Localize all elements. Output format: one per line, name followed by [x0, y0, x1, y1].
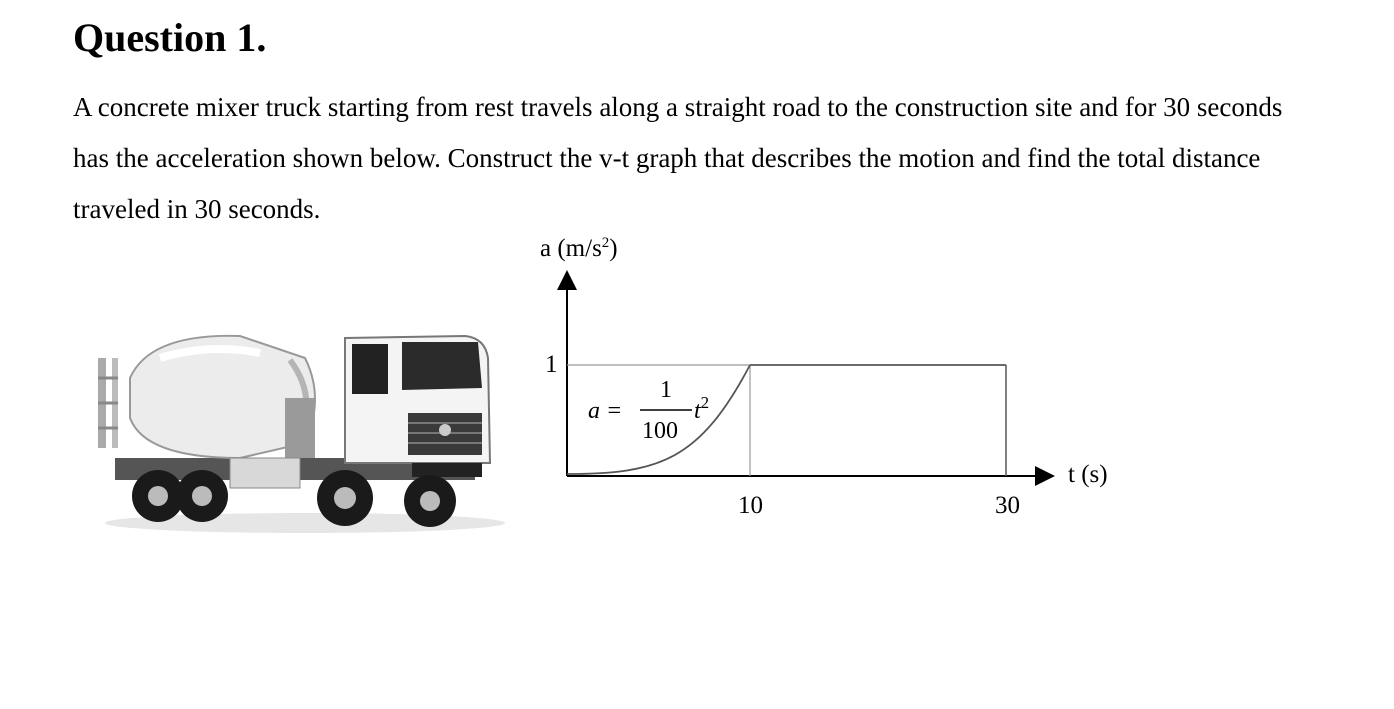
equation-lhs: a =	[588, 398, 623, 424]
x-tick-10: 10	[738, 492, 763, 519]
question-text: A concrete mixer truck starting from rest travels along a straight road to the construction site and for 30 seconds has the acceleration shown below. Construct the v-t graph that describes the motion and find the total distance traveled in 30 seconds.	[73, 92, 1283, 224]
x-tick-30: 30	[995, 492, 1020, 519]
x-axis-label: t (s)	[1068, 461, 1108, 488]
equation-denominator: 100	[642, 418, 678, 444]
y-tick-1: 1	[545, 351, 558, 378]
concrete-mixer-truck-image	[90, 318, 520, 538]
equation-numerator: 1	[660, 377, 672, 403]
acceleration-time-graph	[520, 230, 1140, 530]
equation-variable: $t^2$	[694, 393, 710, 424]
y-axis-label: a $(m/s^2)$	[540, 235, 618, 262]
question-title: Question 1.	[73, 15, 267, 60]
